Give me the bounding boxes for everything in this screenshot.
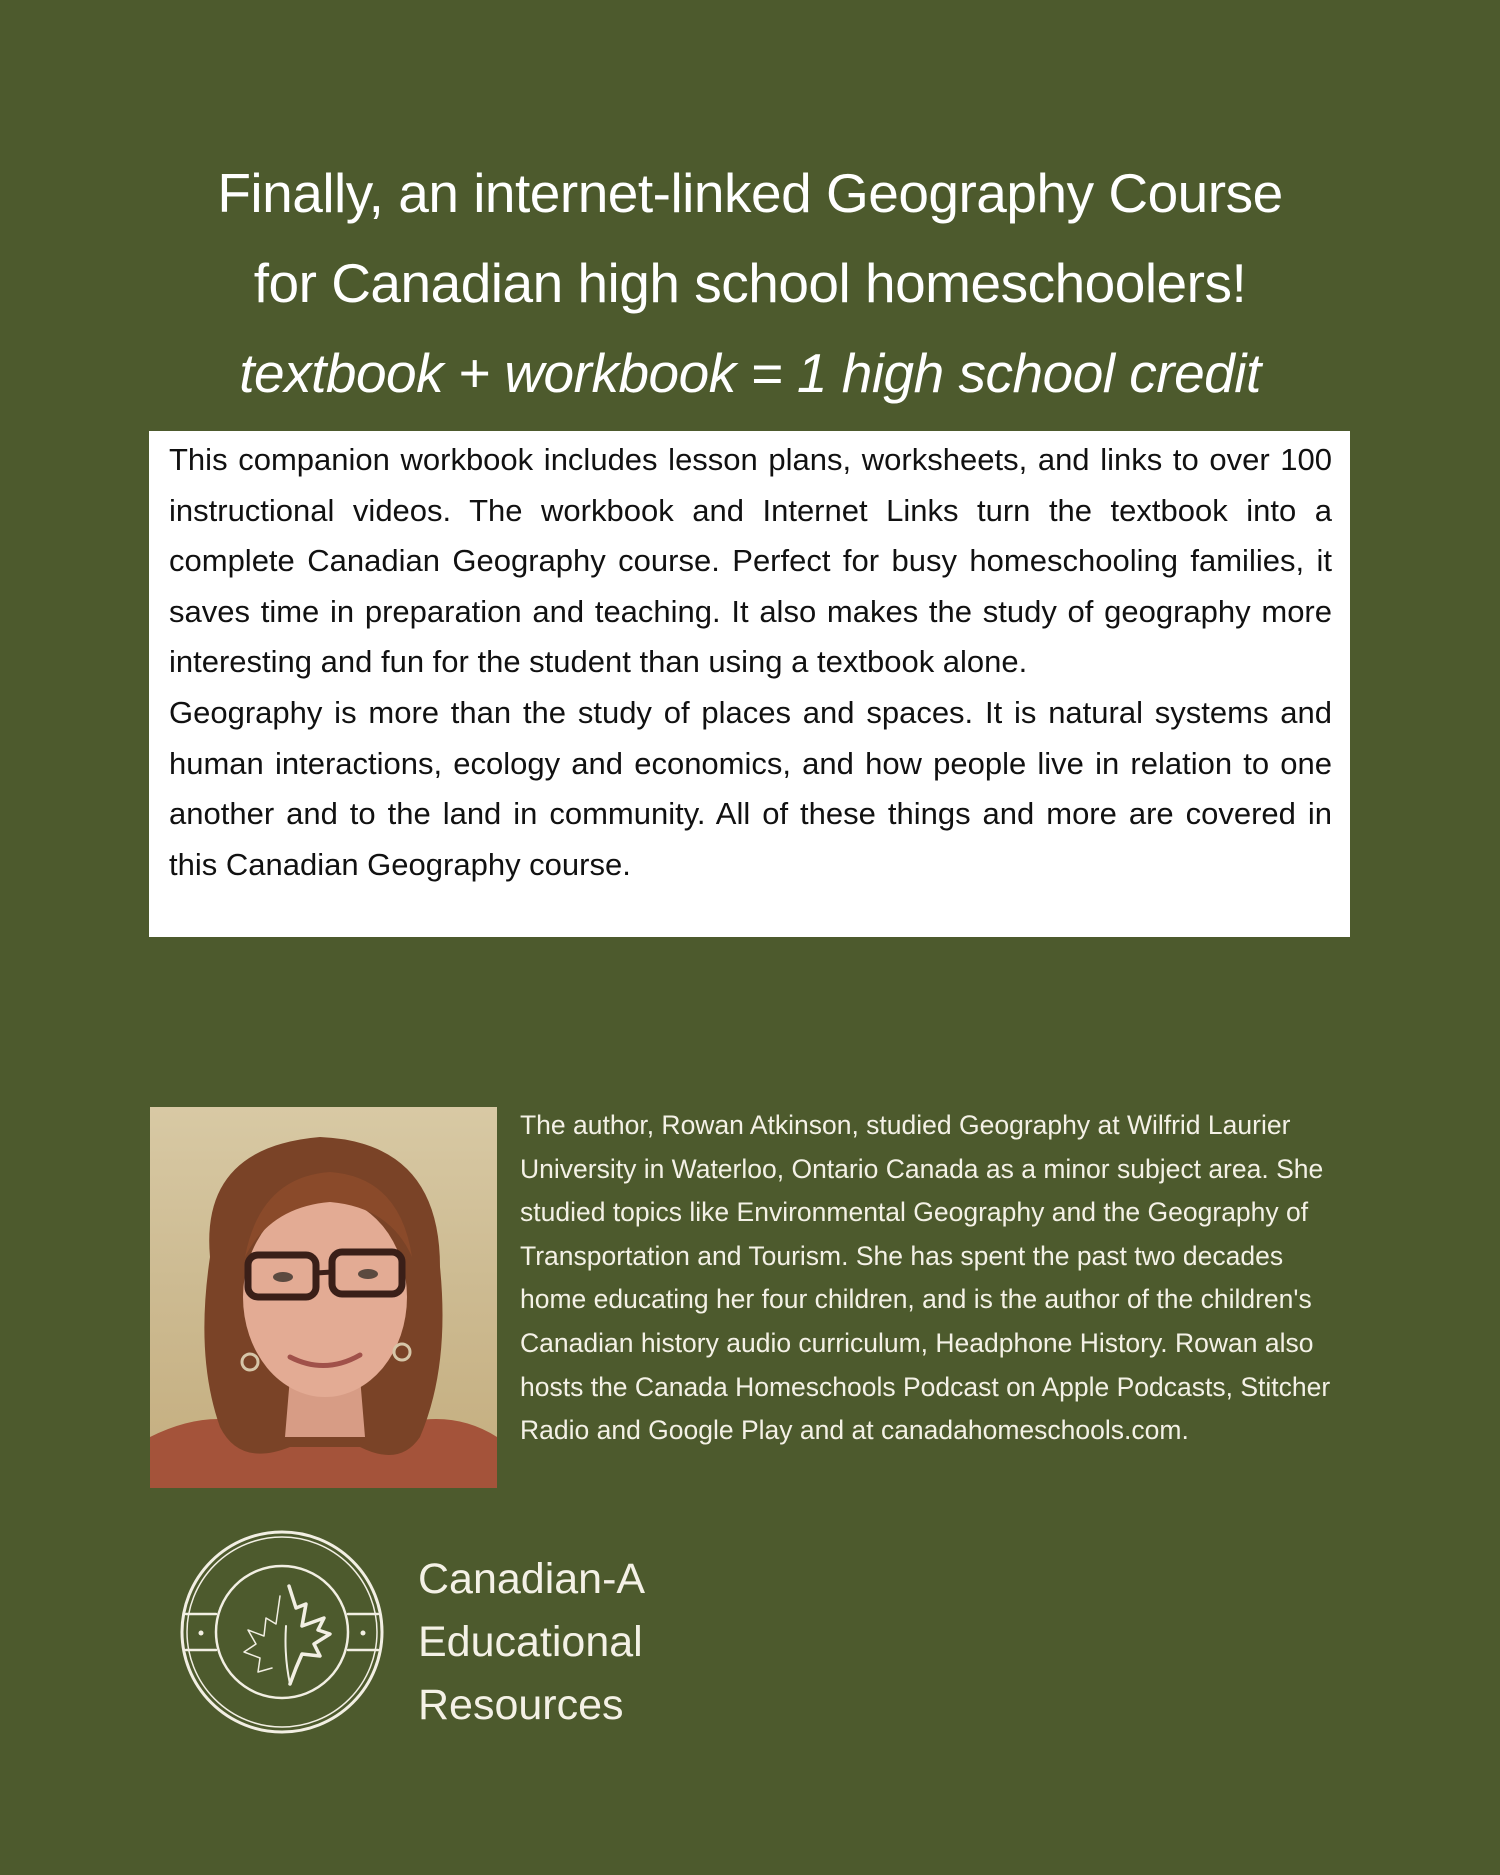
headline <box>0 148 1500 418</box>
brand-name <box>418 1548 645 1737</box>
brand-line-2: Educational <box>418 1618 643 1666</box>
portrait-illustration <box>150 1107 497 1488</box>
description-paragraph-2: Geography is more than the study of places and spaces. It is natural systems and human interactions, ecology and economics, and how people live in relation to one another and to the land in community. All of these things and more are covered in this Canadian Geography course. <box>169 694 1332 882</box>
headline-tagline: textbook + workbook = 1 high school credit <box>239 342 1261 404</box>
maple-leaf-seal-icon <box>168 1526 396 1738</box>
author-bio: The author, Rowan Atkinson, studied Geography at Wilfrid Laurier University in Waterloo, Ontario Canada as a minor subject area. She studied topics like Environmental Geography and the Geography of Transportation and Tourism. She has spent the past two decades home educating her four children, and is the author of the children's Canadian history audio curriculum, Headphone History. Rowan also hosts the Canada Homeschools Podcast on Apple Podcasts, Stitcher Radio and Google Play and at canadahomeschools.com. <box>520 1110 1331 1446</box>
author-photo <box>150 1107 497 1488</box>
description-paragraph-1: This companion workbook includes lesson plans, worksheets, and links to over 100 instructional videos. The workbook and Internet Links turn the textbook into a complete Canadian Geography course. Perfect for busy homeschooling families, it saves time in preparation and teaching. It also makes the study of geography more interesting and fun for the student than using a textbook alone. <box>169 442 1332 680</box>
headline-line-2: for Canadian high school homeschoolers! <box>253 252 1247 314</box>
headline-line-1: Finally, an internet-linked Geography Course <box>217 162 1283 224</box>
description-box <box>149 431 1350 937</box>
brand-line-3: Resources <box>418 1681 624 1729</box>
brand-line-1: Canadian-A <box>418 1555 646 1603</box>
